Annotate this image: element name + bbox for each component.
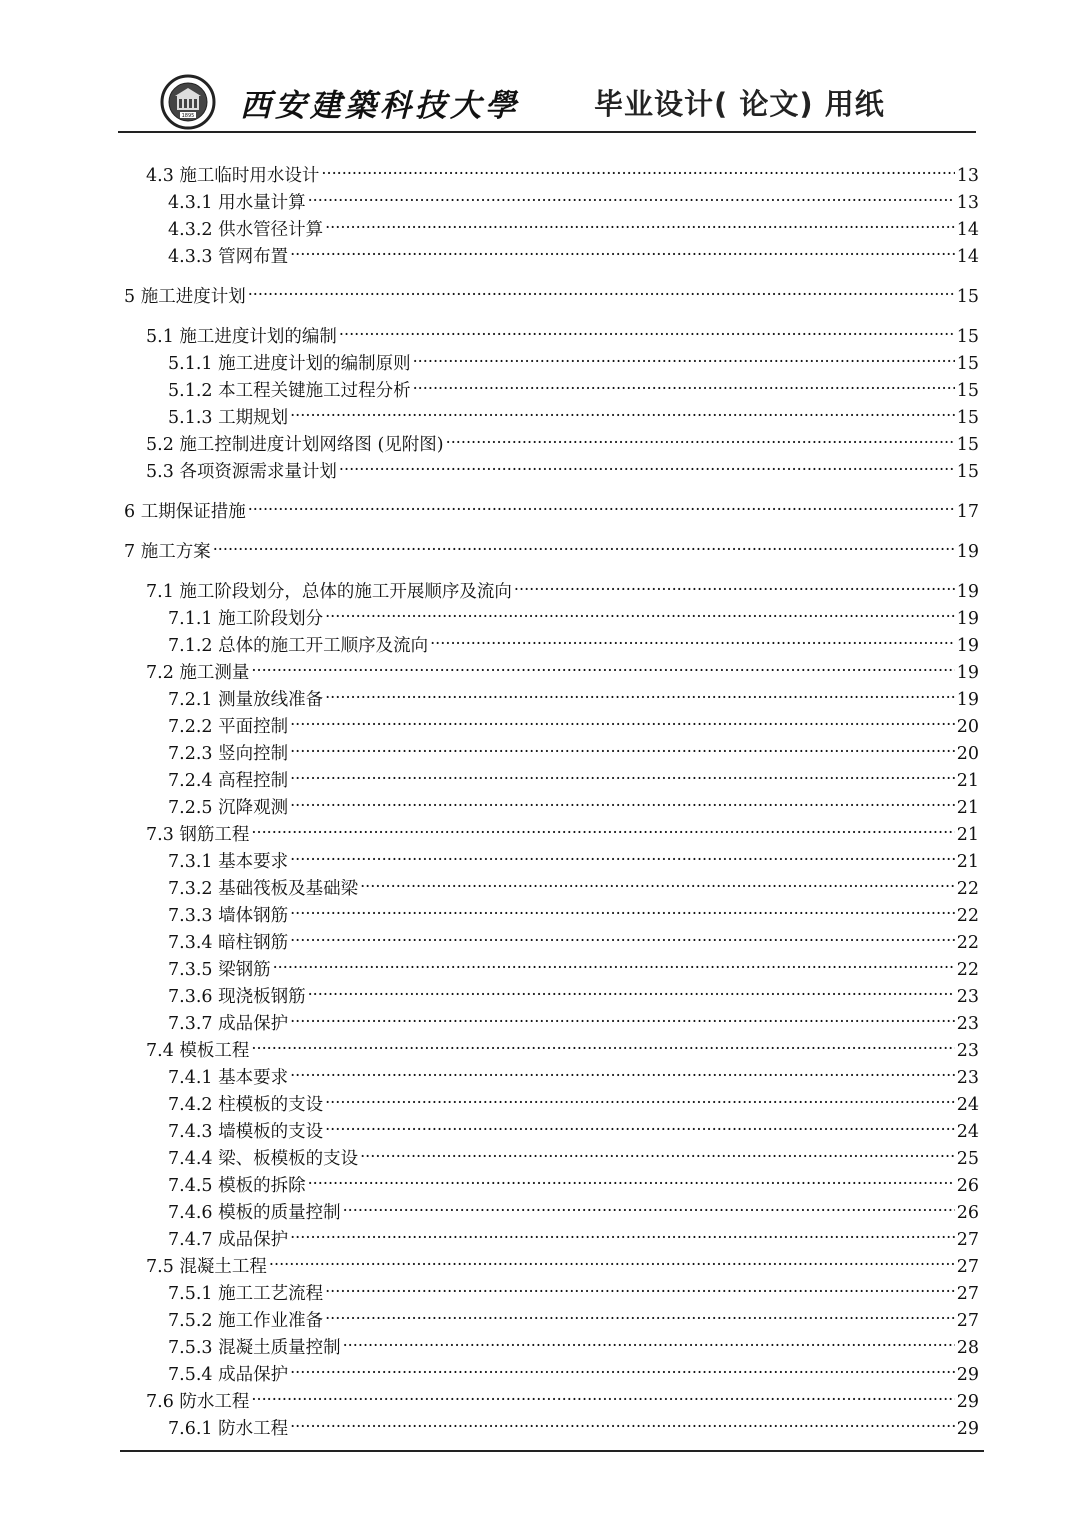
toc-entry-label: 5.1.2 本工程关键施工过程分析: [168, 381, 411, 401]
toc-entry-page-number: 20: [956, 744, 979, 764]
toc-entry[interactable]: [168, 184, 979, 213]
toc-dot-leader: [514, 573, 955, 597]
toc-entry-label: 7.3 钢筋工程: [146, 825, 250, 845]
toc-dot-leader: [269, 1248, 955, 1272]
toc-dot-leader: [251, 1383, 954, 1407]
toc-entry-label: 7.3.4 暗柱钢筋: [168, 933, 289, 953]
toc-entry-page-number: 22: [956, 933, 979, 953]
toc-entry-page-number: 19: [956, 582, 979, 602]
toc-entry[interactable]: [146, 816, 979, 845]
toc-entry-page-number: 23: [956, 1041, 979, 1061]
toc-entry-page-number: 15: [956, 381, 979, 401]
toc-dot-leader: [290, 789, 955, 813]
toc-entry-label: 7.5.1 施工工艺流程: [168, 1284, 324, 1304]
toc-dot-leader: [343, 1329, 955, 1353]
toc-entry-label: 7.4.1 基本要求: [168, 1068, 289, 1088]
toc-entry-page-number: 21: [956, 852, 979, 872]
toc-entry-label: 7.1 施工阶段划分，总体的施工开展顺序及流向: [146, 582, 512, 602]
toc-entry-page-number: 28: [956, 1338, 979, 1358]
toc-entry[interactable]: [168, 789, 979, 818]
toc-entry[interactable]: [168, 1005, 979, 1034]
toc-entry-label: 7.2.4 高程控制: [168, 771, 289, 791]
svg-text:1895: 1895: [181, 113, 195, 119]
header-rule: [118, 131, 976, 133]
toc-entry[interactable]: [168, 1356, 979, 1385]
toc-entry-page-number: 26: [956, 1203, 979, 1223]
toc-dot-leader: [290, 238, 955, 262]
toc-entry-label: 7.3.3 墙体钢筋: [168, 906, 289, 926]
toc-entry-page-number: 19: [956, 690, 979, 710]
toc-entry[interactable]: [168, 211, 979, 240]
toc-entry-page-number: 26: [956, 1176, 979, 1196]
toc-entry[interactable]: [168, 762, 979, 791]
toc-dot-leader: [213, 533, 955, 557]
university-name: 西安建築科技大學: [240, 88, 520, 124]
toc-entry-label: 4.3.1 用水量计算: [168, 193, 306, 213]
toc-dot-leader: [290, 735, 955, 759]
toc-entry[interactable]: [168, 1275, 979, 1304]
toc-dot-leader: [273, 951, 955, 975]
toc-entry[interactable]: [168, 1194, 979, 1223]
toc-dot-leader: [251, 816, 954, 840]
toc-entry[interactable]: [124, 278, 979, 307]
toc-entry-page-number: 15: [956, 327, 979, 347]
toc-entry[interactable]: [168, 627, 979, 656]
toc-entry-page-number: 29: [956, 1392, 979, 1412]
toc-entry-label: 5.3 各项资源需求量计划: [146, 462, 337, 482]
toc-entry[interactable]: [168, 843, 979, 872]
toc-entry[interactable]: [168, 978, 979, 1007]
toc-dot-leader: [308, 978, 955, 1002]
toc-dot-leader: [248, 493, 955, 517]
toc-entry-label: 7.3.6 现浇板钢筋: [168, 987, 306, 1007]
toc-entry-page-number: 27: [956, 1257, 979, 1277]
toc-entry-page-number: 21: [956, 771, 979, 791]
toc-entry-label: 7.2.1 测量放线准备: [168, 690, 324, 710]
toc-dot-leader: [290, 1410, 955, 1434]
toc-entry-label: 4.3.3 管网布置: [168, 247, 289, 267]
page-header: [0, 0, 1087, 140]
toc-entry-page-number: 25: [956, 1149, 979, 1169]
toc-entry-page-number: 22: [956, 960, 979, 980]
toc-entry[interactable]: [168, 238, 979, 267]
toc-entry[interactable]: [168, 681, 979, 710]
toc-dot-leader: [290, 843, 955, 867]
toc-entry[interactable]: [168, 399, 979, 428]
toc-dot-leader: [325, 1275, 955, 1299]
toc-entry-label: 5.1 施工进度计划的编制: [146, 327, 337, 347]
toc-entry-page-number: 23: [956, 987, 979, 1007]
toc-dot-leader: [290, 1059, 955, 1083]
toc-entry-label: 7.2.2 平面控制: [168, 717, 289, 737]
toc-entry-label: 7.3.2 基础筏板及基础梁: [168, 879, 359, 899]
toc-entry[interactable]: [146, 654, 979, 683]
toc-entry[interactable]: [146, 573, 979, 602]
toc-entry[interactable]: [168, 1302, 979, 1331]
toc-entry-label: 7.6 防水工程: [146, 1392, 250, 1412]
toc-entry-page-number: 13: [956, 193, 979, 213]
toc-entry[interactable]: [168, 924, 979, 953]
toc-dot-leader: [290, 708, 955, 732]
toc-entry-label: 7.3.5 梁钢筋: [168, 960, 271, 980]
toc-entry-page-number: 19: [956, 609, 979, 629]
toc-entry[interactable]: [146, 1032, 979, 1061]
toc-entry[interactable]: [168, 1140, 979, 1169]
toc-dot-leader: [325, 681, 955, 705]
toc-entry-label: 7.5.3 混凝土质量控制: [168, 1338, 341, 1358]
toc-dot-leader: [360, 870, 955, 894]
toc-entry[interactable]: [168, 708, 979, 737]
toc-entry[interactable]: [168, 600, 979, 629]
toc-entry[interactable]: [168, 1086, 979, 1115]
toc-dot-leader: [325, 1113, 955, 1137]
toc-entry-page-number: 14: [956, 247, 979, 267]
toc-entry[interactable]: [168, 735, 979, 764]
toc-dot-leader: [308, 184, 955, 208]
toc-dot-leader: [339, 318, 955, 342]
toc-entry-page-number: 27: [956, 1230, 979, 1250]
toc-entry-label: 7.2.5 沉降观测: [168, 798, 289, 818]
toc-entry-page-number: 24: [956, 1095, 979, 1115]
toc-entry-page-number: 20: [956, 717, 979, 737]
toc-entry[interactable]: [146, 318, 979, 347]
toc-entry-page-number: 17: [956, 502, 979, 522]
toc-entry-label: 7.5.2 施工作业准备: [168, 1311, 324, 1331]
toc-entry-page-number: 29: [956, 1365, 979, 1385]
toc-entry-page-number: 14: [956, 220, 979, 240]
toc-entry[interactable]: [168, 1410, 979, 1439]
toc-entry-label: 7.3.7 成品保护: [168, 1014, 289, 1034]
toc-entry-label: 7.4.4 梁、板模板的支设: [168, 1149, 359, 1169]
toc-entry-label: 7 施工方案: [124, 542, 211, 562]
toc-dot-leader: [325, 600, 955, 624]
toc-entry-page-number: 22: [956, 879, 979, 899]
toc-entry-label: 7.1.1 施工阶段划分: [168, 609, 324, 629]
toc-entry-page-number: 19: [956, 663, 979, 683]
toc-entry-page-number: 22: [956, 906, 979, 926]
toc-entry[interactable]: [168, 1221, 979, 1250]
toc-dot-leader: [321, 157, 954, 181]
toc-entry[interactable]: [124, 533, 979, 562]
toc-entry-label: 4.3 施工临时用水设计: [146, 166, 320, 186]
toc-entry-page-number: 27: [956, 1311, 979, 1331]
toc-dot-leader: [339, 453, 955, 477]
toc-entry[interactable]: [124, 493, 979, 522]
toc-entry[interactable]: [146, 426, 979, 455]
toc-entry-label: 7.5.4 成品保护: [168, 1365, 289, 1385]
toc-entry[interactable]: [146, 1383, 979, 1412]
toc-entry[interactable]: [146, 1248, 979, 1277]
toc-entry-label: 5 施工进度计划: [124, 287, 246, 307]
toc-dot-leader: [290, 1005, 955, 1029]
toc-entry-page-number: 21: [956, 825, 979, 845]
toc-entry-label: 7.5 混凝土工程: [146, 1257, 267, 1277]
toc-entry-label: 7.4 模板工程: [146, 1041, 250, 1061]
toc-dot-leader: [325, 211, 955, 235]
toc-dot-leader: [413, 372, 955, 396]
toc-entry[interactable]: [168, 1167, 979, 1196]
toc-entry[interactable]: [168, 1329, 979, 1358]
toc-entry[interactable]: [168, 1113, 979, 1142]
toc-entry[interactable]: [168, 345, 979, 374]
paper-title: 毕业设计( 论文) 用纸: [594, 87, 885, 121]
university-emblem-icon: [160, 74, 216, 130]
toc-entry-page-number: 23: [956, 1068, 979, 1088]
toc-entry-label: 7.4.2 柱模板的支设: [168, 1095, 324, 1115]
toc-entry[interactable]: [146, 157, 979, 186]
toc-entry-label: 5.1.1 施工进度计划的编制原则: [168, 354, 411, 374]
toc-entry-label: 7.3.1 基本要求: [168, 852, 289, 872]
toc-entry-page-number: 15: [956, 435, 979, 455]
toc-dot-leader: [446, 426, 955, 450]
toc-entry-label: 5.2 施工控制进度计划网络图 (见附图): [146, 435, 444, 455]
toc-entry-page-number: 15: [956, 462, 979, 482]
toc-entry-label: 7.6.1 防水工程: [168, 1419, 289, 1439]
toc-entry-label: 7.4.6 模板的质量控制: [168, 1203, 341, 1223]
toc-entry-page-number: 15: [956, 354, 979, 374]
toc-entry-label: 7.1.2 总体的施工开工顺序及流向: [168, 636, 429, 656]
toc-dot-leader: [251, 1032, 954, 1056]
toc-dot-leader: [343, 1194, 955, 1218]
toc-entry-label: 5.1.3 工期规划: [168, 408, 289, 428]
toc-dot-leader: [290, 1221, 955, 1245]
toc-entry[interactable]: [168, 372, 979, 401]
toc-dot-leader: [430, 627, 955, 651]
toc-dot-leader: [325, 1302, 955, 1326]
toc-dot-leader: [290, 924, 955, 948]
toc-entry-label: 7.4.3 墙模板的支设: [168, 1122, 324, 1142]
toc-entry-label: 4.3.2 供水管径计算: [168, 220, 324, 240]
toc-dot-leader: [290, 399, 955, 423]
toc-entry-label: 7.2 施工测量: [146, 663, 250, 683]
toc-entry-page-number: 29: [956, 1419, 979, 1439]
toc-entry[interactable]: [146, 453, 979, 482]
toc-entry-page-number: 27: [956, 1284, 979, 1304]
toc-entry[interactable]: [168, 1059, 979, 1088]
toc-dot-leader: [325, 1086, 955, 1110]
toc-dot-leader: [290, 762, 955, 786]
toc-entry-page-number: 23: [956, 1014, 979, 1034]
toc-dot-leader: [251, 654, 954, 678]
toc-dot-leader: [360, 1140, 955, 1164]
toc-entry-page-number: 19: [956, 542, 979, 562]
toc-entry-page-number: 21: [956, 798, 979, 818]
toc-entry-page-number: 15: [956, 287, 979, 307]
toc-entry[interactable]: [168, 897, 979, 926]
toc-entry-label: 7.4.5 模板的拆除: [168, 1176, 306, 1196]
toc-entry[interactable]: [168, 951, 979, 980]
toc-entry[interactable]: [168, 870, 979, 899]
toc-entry-page-number: 13: [956, 166, 979, 186]
toc-entry-label: 7.2.3 竖向控制: [168, 744, 289, 764]
toc-entry-page-number: 24: [956, 1122, 979, 1142]
toc-dot-leader: [248, 278, 955, 302]
toc-dot-leader: [290, 1356, 955, 1380]
toc-dot-leader: [290, 897, 955, 921]
toc-entry-page-number: 15: [956, 408, 979, 428]
toc-entry-label: 7.4.7 成品保护: [168, 1230, 289, 1250]
footer-rule: [120, 1450, 984, 1452]
toc-dot-leader: [308, 1167, 955, 1191]
toc-dot-leader: [413, 345, 955, 369]
toc-entry-label: 6 工期保证措施: [124, 502, 246, 522]
toc-entry-page-number: 19: [956, 636, 979, 656]
